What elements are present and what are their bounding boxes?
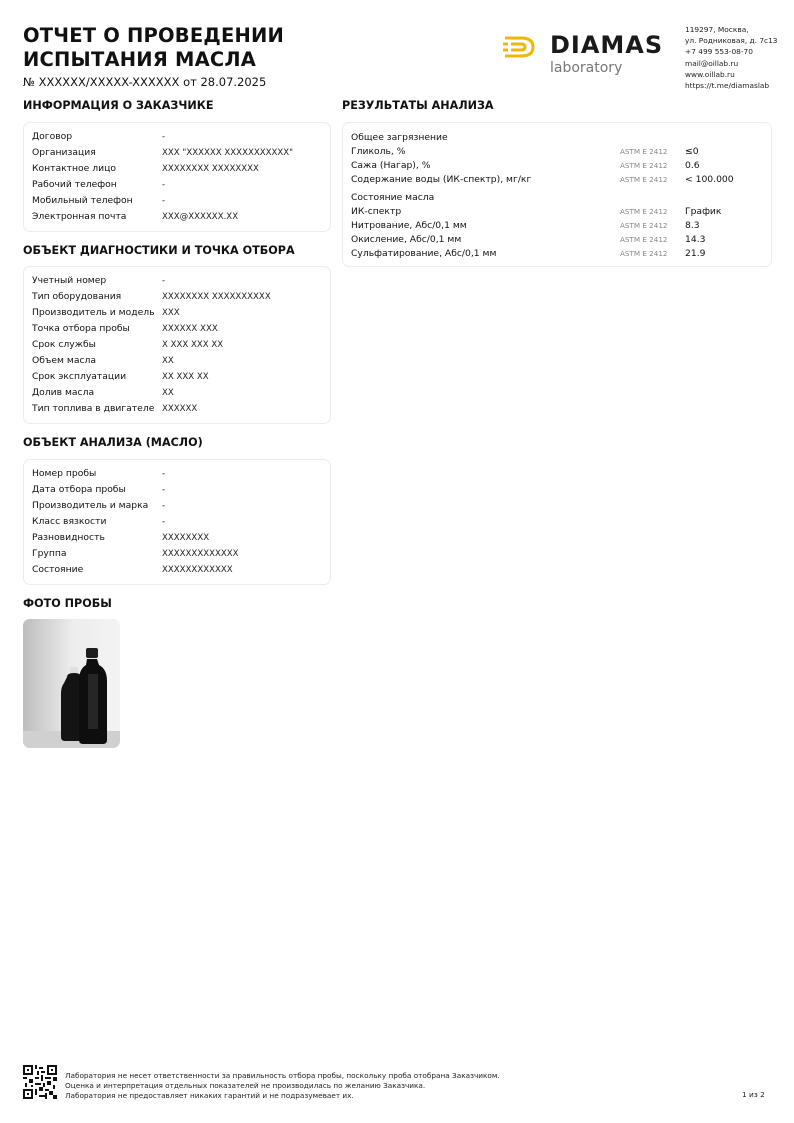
object-rows [24,267,330,417]
info-value: XX [162,388,174,398]
contact-address-2: ул. Родниковая, д. 7с13 [685,36,778,46]
info-value: XXXXXX [162,404,198,414]
info-row [24,562,330,578]
customer-card [23,122,331,232]
info-row [24,401,330,417]
result-method: ASTM E 2412 [620,175,668,184]
title-line-2: ИСПЫТАНИЯ МАСЛА [23,48,257,71]
info-row [24,498,330,514]
result-row [343,145,771,159]
info-value: XXX [162,308,180,318]
disclaimer-line: Лаборатория не предоставляет никаких гарантий и не подразумевает их. [65,1091,354,1100]
oil-bottles-icon [23,619,120,748]
info-value: - [162,180,166,190]
info-label: Состояние [32,564,84,575]
result-name: Содержание воды (ИК-спектр), мг/кг [351,174,532,185]
result-row [343,247,771,261]
result-row [343,219,771,233]
info-value: XXXXXXXXXXXXX [162,549,239,559]
result-method: ASTM E 2412 [620,221,668,230]
results-group-title: Состояние масла [351,192,435,203]
info-row [24,385,330,401]
info-row [24,482,330,498]
info-value: XXXXXXXX [162,533,210,543]
info-label: Дата отбора пробы [32,484,126,495]
info-row [24,321,330,337]
result-method: ASTM E 2412 [620,147,668,156]
info-row [24,193,330,209]
info-value: XX [162,356,174,366]
photo-section-title: ФОТО ПРОБЫ [23,597,112,610]
info-label: Разновидность [32,532,105,543]
info-label: Тип топлива в двигателе [32,403,155,414]
customer-section-title: ИНФОРМАЦИЯ О ЗАКАЗЧИКЕ [23,99,214,112]
info-row [24,369,330,385]
info-label: Объем масла [32,355,97,366]
info-value: XXX@XXXXXX.XX [162,212,239,222]
footer-disclaimer [65,1071,500,1101]
oil-section-title: ОБЪЕКТ АНАЛИЗА (МАСЛО) [23,436,203,449]
contact-email[interactable]: mail@oillab.ru [685,58,739,68]
result-name: Гликоль, % [351,146,406,157]
info-row [24,209,330,225]
page-title [23,24,284,72]
info-label: Срок службы [32,339,96,350]
info-label: Производитель и марка [32,500,149,511]
info-row [24,530,330,546]
customer-rows [24,123,330,225]
sample-photo[interactable] [23,619,120,748]
results-group-title: Общее загрязнение [351,132,448,143]
info-value: - [162,196,166,206]
info-row [24,161,330,177]
result-name: Сажа (Нагар), % [351,160,431,171]
info-value: - [162,517,166,527]
info-value: XXXXXXXX XXXXXXXXXX [162,292,271,302]
info-value: XXX "XXXXXX XXXXXXXXXXX" [162,148,294,158]
info-label: Мобильный телефон [32,195,133,206]
result-name: Окисление, Абс/0,1 мм [351,234,462,245]
contacts-block [685,24,778,91]
contact-telegram[interactable]: https://t.me/diamaslab [685,81,770,91]
info-value: - [162,469,166,479]
result-name: ИК-спектр [351,206,402,217]
result-value: 21.9 [685,248,706,259]
document-number: № XXXXXX/XXXXX-XXXXXX от 28.07.2025 [23,75,267,89]
info-row [24,514,330,530]
page-number: 1 из 2 [742,1090,765,1099]
info-row [24,145,330,161]
result-name: Сульфатирование, Абс/0,1 мм [351,248,497,259]
info-label: Договор [32,131,73,142]
info-label: Производитель и модель [32,307,155,318]
info-label: Организация [32,147,96,158]
result-method: ASTM E 2412 [620,235,668,244]
result-row [343,159,771,173]
info-row [24,337,330,353]
info-label: Долив масла [32,387,95,398]
info-value: XXXXXXXXXXXX [162,565,233,575]
result-value: < 100.000 [685,174,734,185]
disclaimer-line: Лаборатория не несет ответственности за правильность отбора пробы, поскольку проба отобрана Заказчиком. [65,1071,500,1080]
contact-website[interactable]: www.oillab.ru [685,69,735,79]
contact-address-1: 119297, Москва, [685,25,749,34]
info-value: X XXX XXX XX [162,340,224,350]
result-value: 14.3 [685,234,706,245]
info-label: Контактное лицо [32,163,116,174]
info-row [24,177,330,193]
info-value: - [162,485,166,495]
results-body [343,123,771,261]
info-value: XXXXXX XXX [162,324,218,334]
qr-code-icon[interactable] [23,1065,57,1099]
oil-card [23,459,331,585]
info-row [24,129,330,145]
results-section-title: РЕЗУЛЬТАТЫ АНАЛИЗА [342,99,494,112]
info-label: Тип оборудования [32,291,122,302]
result-method: ASTM E 2412 [620,161,668,170]
result-method: ASTM E 2412 [620,207,668,216]
results-card [342,122,772,267]
diamas-logo [503,31,673,79]
result-row [343,205,771,219]
info-value: XXXXXXXX XXXXXXXX [162,164,259,174]
result-method: ASTM E 2412 [620,249,668,258]
info-label: Номер пробы [32,468,97,479]
logo-mark-icon [503,35,539,59]
result-value: ≤0 [685,146,699,157]
result-value: 0.6 [685,160,700,171]
info-label: Электронная почта [32,211,127,222]
info-label: Срок эксплуатации [32,371,127,382]
info-value: - [162,501,166,511]
oil-rows [24,460,330,578]
contact-phone[interactable]: +7 499 553-08-70 [685,47,753,57]
info-label: Рабочий телефон [32,179,117,190]
result-name: Нитрование, Абс/0,1 мм [351,220,467,231]
title-line-1: ОТЧЕТ О ПРОВЕДЕНИИ [23,24,285,47]
info-row [24,273,330,289]
info-label: Точка отбора пробы [32,323,130,334]
info-row [24,466,330,482]
info-label: Группа [32,548,67,559]
object-section-title: ОБЪЕКТ ДИАГНОСТИКИ И ТОЧКА ОТБОРА [23,244,295,257]
info-label: Класс вязкости [32,516,107,527]
object-card [23,266,331,424]
info-row [24,305,330,321]
disclaimer-line: Оценка и интерпретация отдельных показателей не производилась по желанию Заказчика. [65,1081,426,1090]
info-label: Учетный номер [32,275,107,286]
result-row [343,173,771,187]
info-row [24,289,330,305]
result-value: 8.3 [685,220,700,231]
info-value: XX XXX XX [162,372,209,382]
info-row [24,546,330,562]
logo-subtitle: laboratory [550,60,623,76]
logo-word: DIAMAS [550,31,664,59]
info-row [24,353,330,369]
info-value: - [162,276,166,286]
result-row [343,233,771,247]
result-value[interactable]: График [685,206,722,217]
info-value: - [162,132,166,142]
